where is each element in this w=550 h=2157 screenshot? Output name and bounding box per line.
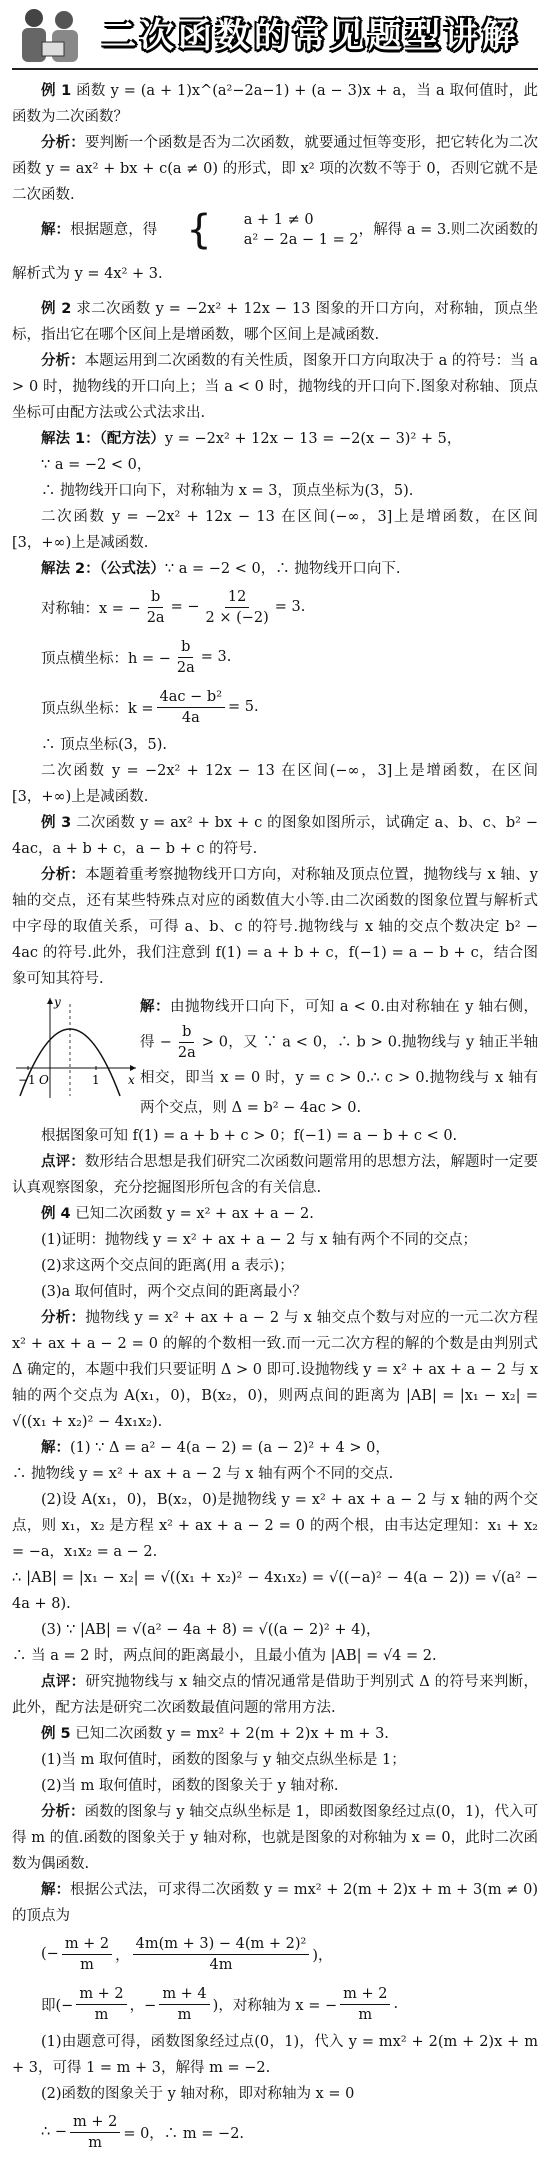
- analysis-label: 分析：: [41, 867, 86, 883]
- example-3: [12, 810, 538, 1201]
- math-line: y = −2x² + 12x − 13 = −2(x − 3)² + 5，: [164, 431, 462, 447]
- analysis-text: 本题运用到二次函数的有关性质，图象开口方向取决于 a 的符号：当 a > 0 时，抛物线的开口向上；当 a < 0 时，抛物线的开口向下.图象对称轴、顶点坐标可由配方法或公式法求出.: [12, 353, 539, 421]
- fraction: [144, 587, 168, 628]
- method-label: 解法 1：: [41, 431, 100, 447]
- question-item: (2)当 m 取何值时，函数的图象关于 y 轴对称.: [41, 1778, 339, 1794]
- example-label: 例 1: [41, 83, 72, 99]
- vertex-x-formula: [12, 632, 538, 682]
- equation-system: { a + 1 ≠ 0 a² − 2a − 1 = 2: [186, 207, 359, 253]
- example-label: 例 4: [41, 1206, 71, 1222]
- numerator: b: [148, 587, 163, 608]
- math-line: ∵ a = −2 < 0，: [41, 457, 152, 473]
- analysis-text: 本题着重考察抛物线开口方向，对称轴及顶点位置，抛物线与 x 轴、y 轴的交点，还有某些特殊点对应的函数值大小等.由二次函数的图象位置与解析式中字母的取值关系，可得 a、b、c 的符号.抛物线与 x 轴的交点个数决定 b² − 4ac 的符号.此外，我们注意到 f(1) = a + b + c，f(−1) = a − b + c，结合图象可知其符号.: [12, 867, 538, 987]
- students-illustration: [14, 4, 88, 64]
- solution-text: (1)由题意可得，函数图象经过点(0，1)，代入 y = mx² + 2(m + 2)x + m + 3，可得 1 = m + 3，解得 m = −2.: [12, 2034, 538, 2076]
- fraction: [175, 1022, 199, 1063]
- formula-text: = −: [170, 599, 200, 615]
- formula-text: 对称轴：x = −: [41, 600, 141, 617]
- denominator: 2a: [146, 609, 165, 626]
- example-5: [12, 1721, 538, 2157]
- axis-label-x: x: [128, 1073, 135, 1087]
- graph-and-solution: [12, 992, 538, 1123]
- solution-label: 解：: [140, 999, 170, 1015]
- denominator: 2a: [176, 659, 195, 676]
- solution-text: > 0，又 ∵ a < 0，∴ b > 0.抛物线与 y 轴正半轴相交，即当 x = 0 时，y = c > 0.∴ c > 0.抛物线与 x 轴有两个交点，则 Δ = b² − 4ac > 0.: [140, 1034, 538, 1116]
- example-2: [12, 296, 538, 810]
- denominator: m: [80, 1956, 94, 1973]
- math-line: 二次函数 y = −2x² + 12x − 13 在区间(−∞，3]上是增函数，在区间[3，+∞)上是减函数.: [12, 763, 538, 805]
- fraction: [159, 1984, 209, 2025]
- tick-label-1: 1: [92, 1073, 100, 1087]
- solution-text: 由抛物线开口向下，可知 a < 0.由对称轴在 y 轴右侧，得 −: [140, 999, 539, 1051]
- solution-text: ∴ |AB| = |x₁ − x₂| = √((x₁ + x₂)² − 4x₁x₂) = √((−a)² − 4(a − 2)) = √(a² − 4a + 8).: [12, 1570, 538, 1612]
- solution-text: ∴ 当 a = 2 时，两点间的距离最小，且最小值为 |AB| = √4 = 2.: [12, 1648, 437, 1664]
- solution-text: (3) ∵ |AB| = √(a² − 4a + 8) = √((a − 2)² + 4)，: [41, 1622, 381, 1638]
- fraction: [62, 1934, 112, 1975]
- formula-text: = 3.: [200, 649, 232, 665]
- comment-label: 点评：: [41, 1674, 86, 1690]
- fraction: [70, 2112, 120, 2153]
- question-item: (3)a 取何值时，两个交点间的距离最小？: [41, 1284, 307, 1300]
- solution-label: 解：: [41, 222, 71, 238]
- question-item: (2)求这两个交点间的距离(用 a 表示)；: [41, 1258, 294, 1274]
- problem-text: 二次函数 y = ax² + bx + c 的图象如图所示，试确定 a、b、c、b² − 4ac，a + b + c，a − b + c 的符号.: [12, 815, 538, 857]
- fraction: [340, 1984, 390, 2025]
- formula-text: = 3.: [274, 599, 306, 615]
- axis-formula: [12, 582, 538, 632]
- formula-text: )，: [312, 1947, 333, 1964]
- analysis-label: 分析：: [41, 353, 85, 369]
- problem-text: 求二次函数 y = −2x² + 12x − 13 图象的开口方向，对称轴，顶点坐标，指出它在哪个区间上是增函数，哪个区间上是减函数.: [12, 301, 538, 343]
- fraction: [157, 687, 225, 728]
- solution-text: (2)函数的图象关于 y 轴对称，即对称轴为 x = 0: [41, 2086, 355, 2102]
- numerator: m + 2: [70, 2112, 120, 2133]
- fraction: [76, 1984, 126, 2025]
- formula-text: = 0，∴ m = −2.: [123, 2125, 245, 2142]
- vertex-y-formula: [12, 682, 538, 732]
- system-row: a + 1 ≠ 0: [243, 212, 314, 228]
- origin-label: O: [39, 1073, 49, 1087]
- denominator: 4m: [209, 1956, 233, 1973]
- method-name: （公式法）: [99, 560, 165, 577]
- numerator: m + 4: [159, 1984, 209, 2005]
- formula-text: 顶点纵坐标：k =: [41, 700, 154, 717]
- solution-label: 解：: [41, 1882, 71, 1898]
- example-label: 例 3: [41, 815, 72, 831]
- math-line: ∴ 顶点坐标(3，5).: [41, 737, 167, 753]
- numerator: b: [178, 637, 193, 658]
- solution-text: (1) ∵ Δ = a² − 4(a − 2) = (a − 2)² + 4 > 0，: [70, 1440, 390, 1456]
- problem-text: 已知二次函数 y = mx² + 2(m + 2)x + m + 3.: [75, 1726, 389, 1742]
- example-4: [12, 1201, 538, 1721]
- formula-text: 顶点横坐标：h = −: [41, 650, 171, 667]
- solution-text: (2)设 A(x₁，0)，B(x₂，0)是抛物线 y = x² + ax + a − 2 与 x 轴的两个交点，则 x₁，x₂ 是方程 x² + ax + a − 2 = 0 的两个根，由韦达定理知：x₁ + x₂ = −a，x₁x₂ = a − 2.: [12, 1492, 538, 1560]
- numerator: 12: [225, 587, 249, 608]
- formula-text: ，: [115, 1947, 130, 1964]
- x-axis-arrow-icon: [130, 1065, 136, 1071]
- denominator: 2a: [177, 1045, 196, 1061]
- fraction: [203, 587, 272, 628]
- solution-text: ∴ 抛物线 y = x² + ax + a − 2 与 x 轴有两个不同的交点.: [12, 1466, 394, 1482]
- formula-text: 即(−: [41, 1997, 74, 2014]
- comment-text: 数形结合思想是我们研究二次函数问题常用的思想方法，解题时一定要认真观察图象，充分挖掘图形所包含的有关信息.: [12, 1154, 539, 1196]
- solution-text: 根据图象可知 f(1) = a + b + c > 0；f(−1) = a − b + c < 0.: [41, 1128, 458, 1144]
- numerator: b: [179, 1022, 194, 1043]
- formula-text: ，−: [129, 1997, 157, 2014]
- denominator: m: [358, 2006, 373, 2023]
- numerator: 4ac − b²: [157, 687, 225, 708]
- formula-text: ∴ −: [41, 2124, 67, 2140]
- comment-text: 研究抛物线与 x 轴交点的情况通常是借助于判别式 Δ 的符号来判断，此外，配方法是研究二次函数最值问题的常用方法.: [12, 1674, 538, 1716]
- solution-text: 根据公式法，可求得二次函数 y = mx² + 2(m + 2)x + m + 3(m ≠ 0)的顶点为: [12, 1882, 539, 1924]
- question-item: (1)当 m 取何值时，函数的图象与 y 轴交点纵坐标是 1；: [41, 1752, 406, 1768]
- vertex-formula: [12, 1929, 538, 1979]
- tick-label-neg1: −1: [18, 1073, 36, 1087]
- numerator: m + 2: [62, 1934, 112, 1955]
- solution-post: ，解得 a = 3.则二次函数的解析式为 y = 4x² + 3.: [12, 222, 539, 282]
- system-row: a² − 2a − 1 = 2: [243, 232, 359, 248]
- denominator: m: [94, 2006, 109, 2023]
- analysis-text: 要判断一个函数是否为二次函数，就要通过恒等变形，把它转化为二次函数 y = ax² + bx + c(a ≠ 0) 的形式，即 x² 项的次数不等于 0，否则它就不是二次函数.: [12, 135, 539, 203]
- analysis-label: 分析：: [41, 1310, 86, 1326]
- question-item: (1)证明：抛物线 y = x² + ax + a − 2 与 x 轴有两个不同的交点；: [41, 1232, 477, 1248]
- header-banner: [12, 0, 538, 70]
- fraction: [174, 637, 198, 678]
- final-formula: [12, 2107, 538, 2157]
- denominator: m: [177, 2006, 192, 2023]
- method-label: 解法 2：: [41, 561, 100, 577]
- page-title: 二次函数的常见题型讲解: [102, 16, 520, 56]
- math-line: 二次函数 y = −2x² + 12x − 13 在区间(−∞，3]上是增函数，在区间[3，+∞)上是减函数.: [12, 509, 538, 551]
- problem-text: 已知二次函数 y = x² + ax + a − 2.: [75, 1206, 314, 1222]
- example-label: 例 5: [41, 1726, 71, 1742]
- y-axis-arrow-icon: [47, 998, 53, 1004]
- solution-label: 解：: [41, 1440, 70, 1456]
- example-label: 例 2: [41, 301, 72, 317]
- analysis-text: 抛物线 y = x² + ax + a − 2 与 x 轴交点个数与对应的一元二次方程 x² + ax + a − 2 = 0 的解的个数相一致.而一元二次方程的解的个数是由判别式 Δ 确定的，本题中我们只要证明 Δ > 0 即可.设抛物线 y = x² + ax + a − 2 与 x 轴的两个交点为 A(x₁，0)，B(x₂，0)，则两点间的距离为 |AB| = |x₁ − x₂| = √((x₁ + x₂)² − 4x₁x₂).: [12, 1310, 538, 1430]
- analysis-label: 分析：: [41, 135, 85, 151]
- formula-text: .: [393, 1996, 399, 2012]
- formula-text: = 5.: [228, 699, 259, 715]
- fraction: [133, 1934, 310, 1975]
- parabola-graph: [12, 992, 140, 1102]
- example-1: [12, 78, 538, 296]
- problem-text: 函数 y = (a + 1)x^(a²−2a−1) + (a − 3)x + a，当 a 取何值时，此函数为二次函数？: [12, 83, 539, 125]
- analysis-text: 函数的图象与 y 轴交点纵坐标是 1，即函数图象经过点(0，1)，代入可得 m 的值.函数的图象关于 y 轴对称，也就是图象的对称轴为 x = 0，此时二次函数为偶函数.: [12, 1804, 539, 1872]
- math-line: ∴ 抛物线开口向下，对称轴为 x = 3，顶点坐标为(3，5).: [41, 483, 414, 499]
- denominator: 4a: [181, 709, 200, 726]
- solution-block: [140, 992, 538, 1123]
- axis-label-y: y: [54, 995, 61, 1009]
- numerator: 4m(m + 3) − 4(m + 2)²: [133, 1934, 310, 1955]
- vertex-simplified-formula: [12, 1979, 538, 2029]
- analysis-label: 分析：: [41, 1804, 85, 1820]
- formula-text: (−: [41, 1946, 59, 1962]
- solution-pre: 根据题意，得: [70, 222, 158, 238]
- comment-label: 点评：: [41, 1154, 85, 1170]
- formula-text: )，对称轴为 x = −: [212, 1997, 338, 2014]
- numerator: m + 2: [340, 1984, 390, 2005]
- math-line: ∵ a = −2 < 0，∴ 抛物线开口向下.: [164, 561, 401, 577]
- numerator: m + 2: [76, 1984, 126, 2005]
- method-name: （配方法）: [99, 430, 165, 447]
- denominator: m: [88, 2134, 103, 2151]
- denominator: 2 × (−2): [205, 609, 269, 626]
